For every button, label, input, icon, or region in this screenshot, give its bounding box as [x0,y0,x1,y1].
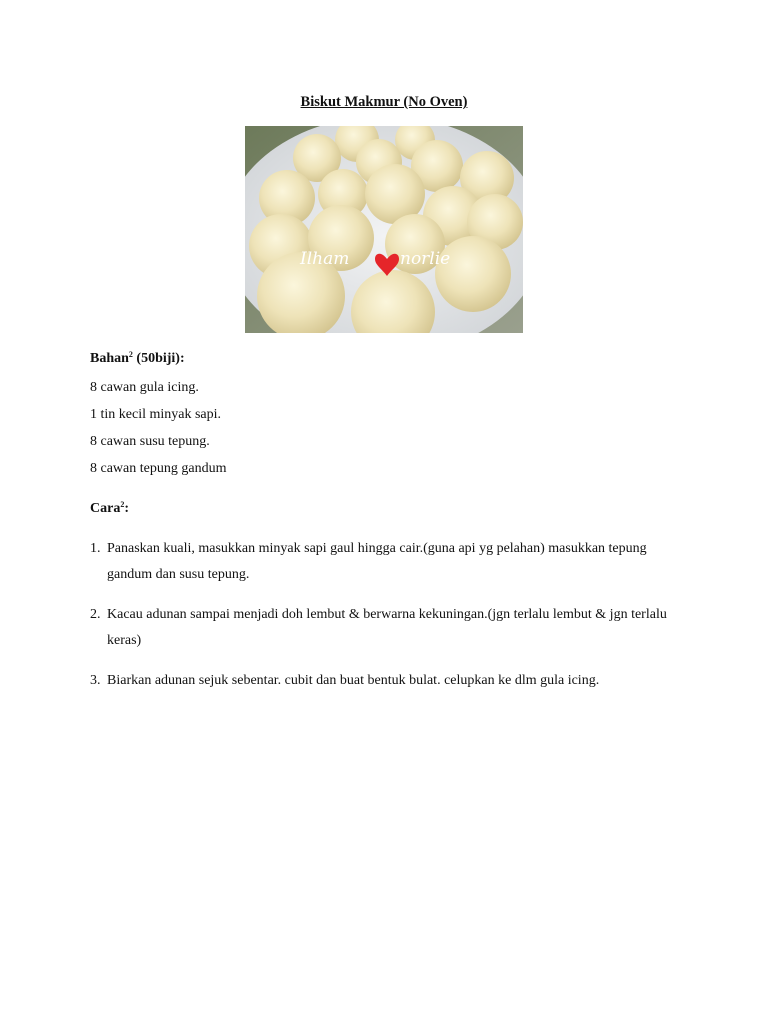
ingredient-item: 8 cawan tepung gandum [90,461,227,476]
ingredient-item: 8 cawan susu tepung. [90,434,210,449]
step-text: Biarkan adunan sejuk sebentar. cubit dan buat bentuk bulat. celupkan ke dlm gula icing. [107,673,600,688]
step-text: Panaskan kuali, masukkan minyak sapi gaul hingga cair.(guna api yg pelahan) masukkan tepung gandum dan susu tepung. [107,541,647,582]
ingredient-item: 8 cawan gula icing. [90,380,199,395]
document-title: Biskut Makmur (No Oven) [300,94,468,110]
watermark-text-right: norlie [400,249,451,269]
method-step [90,536,690,588]
ingredient-item: 1 tin kecil minyak sapi. [90,407,222,422]
step-number: 1. [90,541,101,556]
biscuit-photo [245,126,523,333]
method-step [90,602,690,654]
method-heading: Cara$^2$: [90,500,129,516]
ingredients-heading: Bahan$^2$ (50biji): [90,350,185,366]
watermark-text-left: Ilham [300,249,350,269]
step-number: 3. [90,673,101,688]
step-number: 2. [90,607,101,622]
step-text: Kacau adunan sampai menjadi doh lembut & berwarna kekuningan.(jgn terlalu lembut & jgn terlalu keras) [107,607,667,648]
method-step [90,668,690,694]
